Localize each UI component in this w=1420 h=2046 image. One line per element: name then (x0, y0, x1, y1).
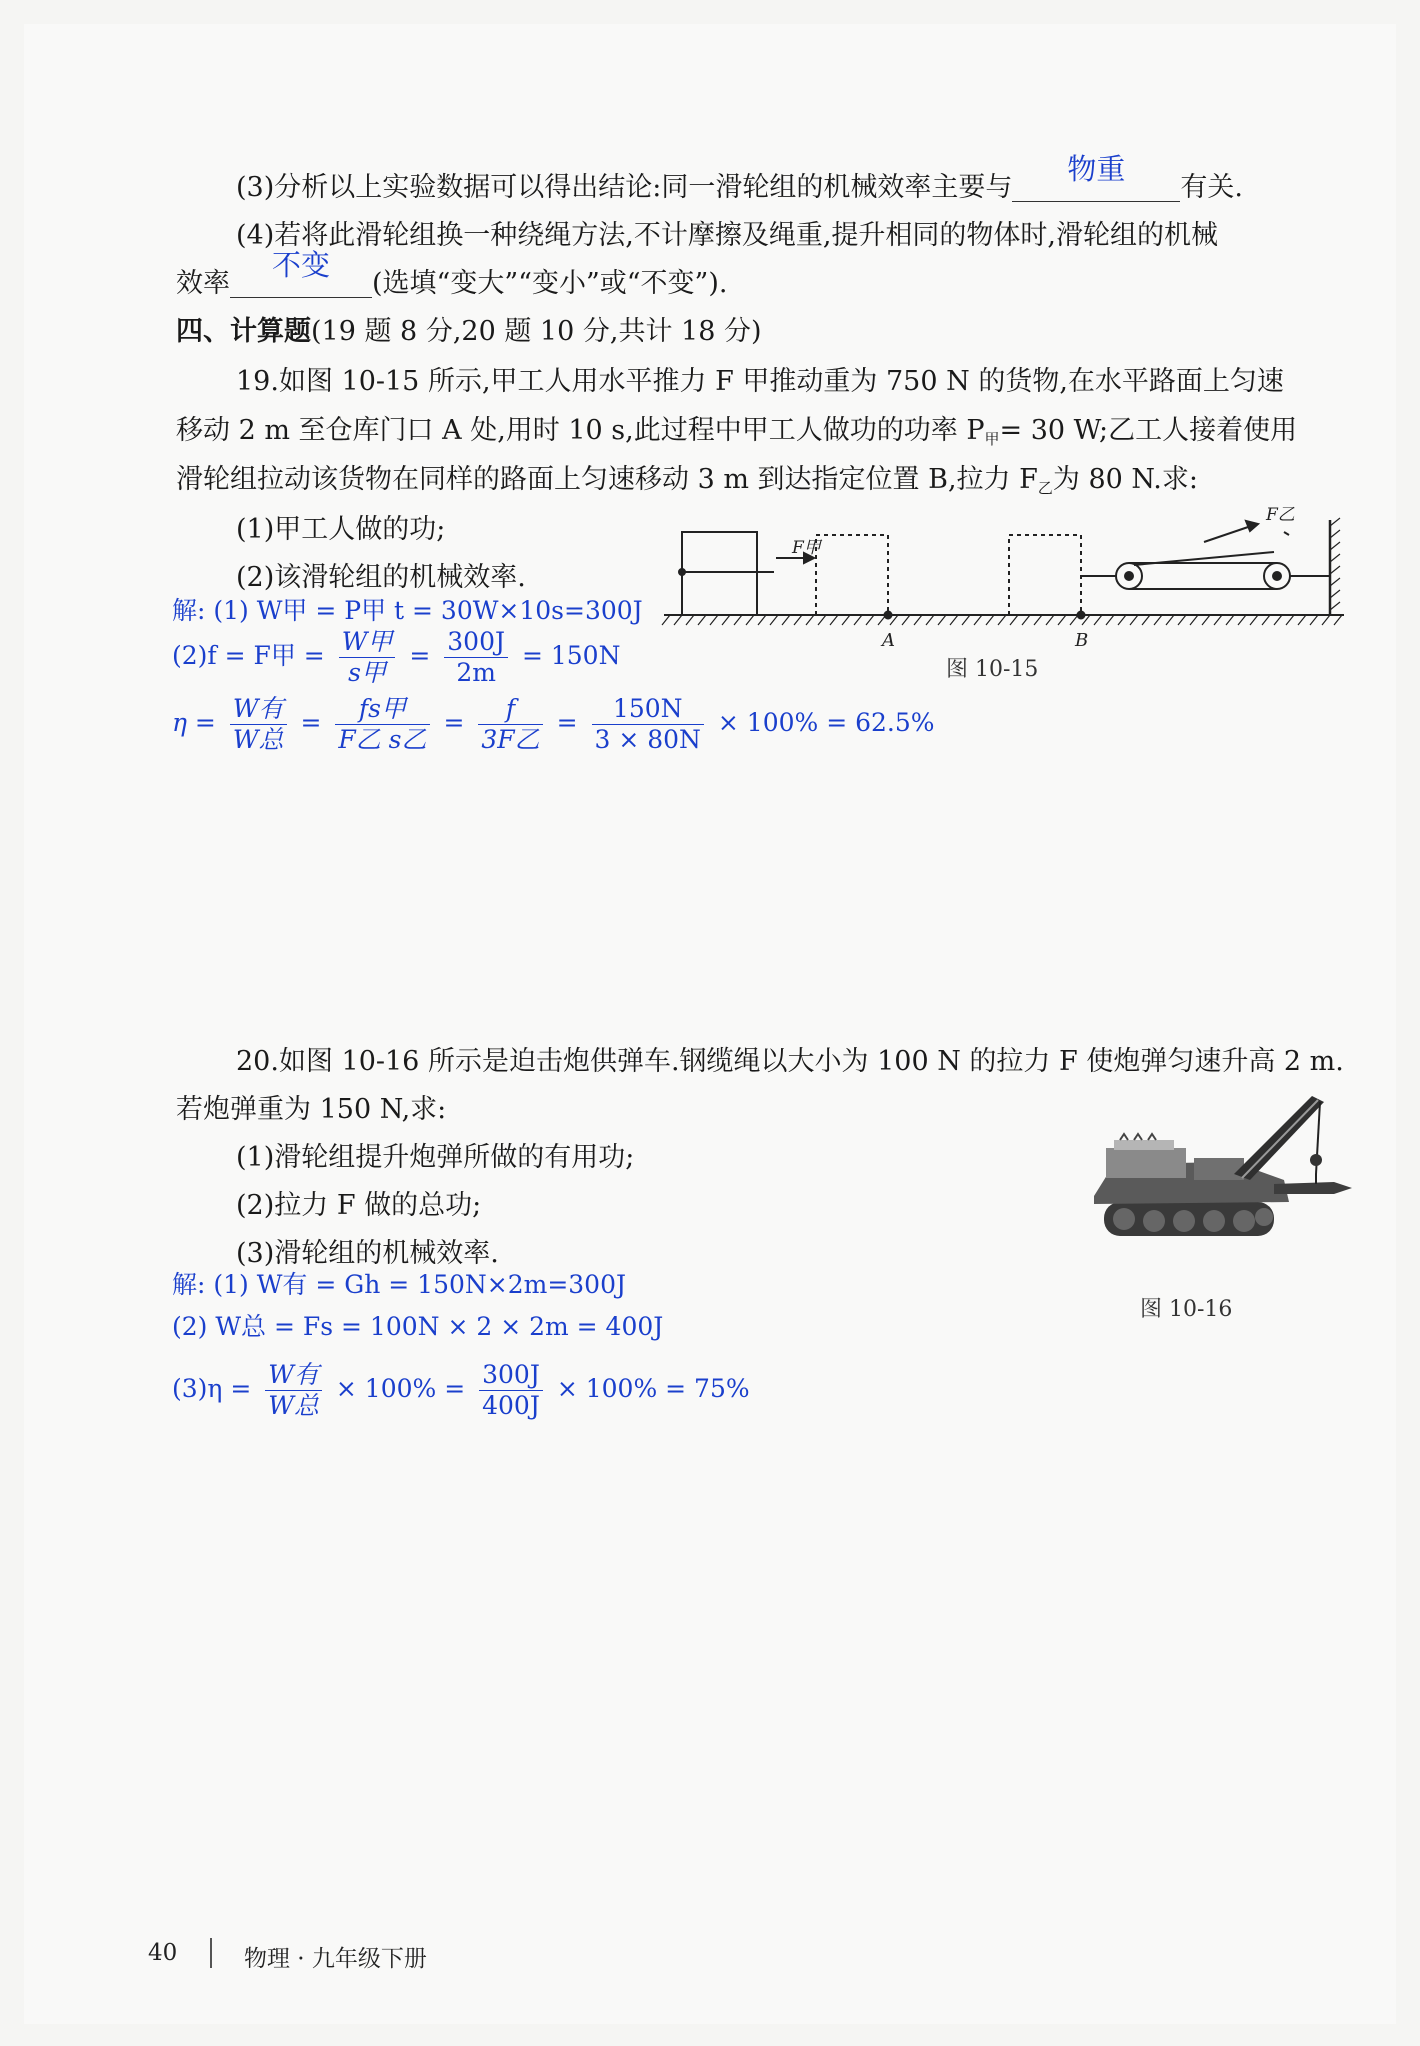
f-yi-arrow (1204, 525, 1254, 542)
book-title: 物理 · 九年级下册 (244, 1946, 427, 1972)
p20-line2: 若炮弹重为 150 N,求: (176, 1094, 447, 1125)
p20-eff-den: W总 (268, 1391, 319, 1420)
figure-10-15 (664, 502, 1364, 652)
p20-final-result: × 100% = 75% (556, 1374, 750, 1403)
p20-ask3: (3)滑轮组的机械效率. (236, 1238, 499, 1269)
p20-mid: × 100% = (335, 1374, 466, 1403)
q4-answer-blank (230, 248, 372, 298)
p19-frac-w-over-s (339, 627, 396, 688)
section-title: 四、计算题 (176, 316, 311, 347)
p20-solution-step1: 解: (1) W有 = Gh = 150N×2m=300J (172, 1270, 627, 1299)
q3-answer-blank (1012, 152, 1180, 202)
label-a: A (882, 630, 895, 651)
p20-num-300: 300J (479, 1360, 543, 1391)
cargo-at-a-box (816, 535, 888, 615)
q3-handwritten-answer: 物重 (1067, 152, 1126, 186)
p19-line3-sub: 乙 (1037, 479, 1053, 497)
p19-frac1-den: s甲 (348, 658, 386, 687)
q3-text-after: 有关. (1180, 172, 1243, 203)
p19-eff-num: W有 (230, 694, 287, 725)
q4-handwritten-answer: 不变 (271, 248, 330, 282)
figure-10-16 (1084, 1084, 1354, 1274)
q4-line1: (4)若将此滑轮组换一种绕绳方法,不计摩擦及绳重,提升相同的物体时,滑轮组的机械 (236, 220, 1218, 251)
p19-frac-150-over-240 (592, 694, 704, 755)
p19-line2 (176, 413, 1297, 457)
p19-solution-step2 (172, 627, 620, 688)
figure-10-15-caption: 图 10-15 (946, 657, 1039, 682)
footer-divider (210, 1938, 212, 1968)
p19-line3-b: 为 80 N.求: (1052, 464, 1198, 495)
p20-s3-lead: (3)η = (172, 1374, 252, 1403)
textbook-page (24, 24, 1396, 2024)
p19-ask1: (1)甲工人做的功; (236, 514, 446, 545)
p20-frac-efficiency (265, 1360, 322, 1421)
p20-frac-300-over-400 (479, 1360, 543, 1421)
q3-text-before: (3)分析以上实验数据可以得出结论:同一滑轮组的机械效率主要与 (236, 172, 1013, 203)
p20-line1: 20.如图 10-16 所示是迫击炮供弹车.钢缆绳以大小为 100 N 的拉力 F 使炮弹匀速升高 2 m. (236, 1046, 1344, 1077)
q4-after: (选填“变大”“变小”或“不变”). (372, 268, 728, 299)
p19-frac-fs-over-Fs (335, 694, 429, 755)
section-heading (176, 314, 762, 350)
p20-ask1: (1)滑轮组提升炮弹所做的有用功; (236, 1142, 635, 1173)
section-note: (19 题 8 分,20 题 10 分,共计 18 分) (311, 316, 762, 347)
p19-s2-eq: = (409, 641, 431, 670)
label-b: B (1075, 630, 1089, 651)
p19-f-num: f (478, 694, 542, 725)
p19-s2-result: = 150N (521, 641, 621, 670)
p19-den-240: 3 × 80N (594, 725, 701, 754)
p19-eta: η = (172, 708, 216, 737)
ammo-vehicle-illustration (1094, 1096, 1352, 1236)
p19-frac2-den: 2m (456, 658, 496, 687)
p19-f-den: 3F乙 (481, 725, 540, 754)
p19-num-150: 150N (592, 694, 704, 725)
p19-frac-300-over-2 (444, 627, 508, 688)
p19-frac-f-over-3F (478, 694, 542, 755)
p20-ask2: (2)拉力 F 做的总功; (236, 1190, 482, 1221)
p19-ask2: (2)该滑轮组的机械效率. (236, 562, 526, 593)
cargo-start-box (682, 532, 757, 615)
p19-frac-efficiency (230, 694, 287, 755)
p19-fs-den: F乙 s乙 (338, 725, 427, 754)
p19-fs-num: fs甲 (335, 694, 429, 725)
p19-line3-a: 滑轮组拉动该货物在同样的路面上匀速移动 3 m 到达指定位置 B,拉力 F (176, 464, 1038, 495)
q4-line2 (176, 248, 728, 302)
q4-before: 效率 (176, 268, 230, 299)
p19-eff-den: W总 (232, 725, 284, 754)
p19-frac2-num: 300J (444, 627, 508, 658)
p19-line2-a: 移动 2 m 至仓库门口 A 处,用时 10 s,此过程中甲工人做功的功率 P (176, 415, 985, 446)
p19-s2-lead: (2)f = F甲 = (172, 641, 325, 670)
p19-final-result: × 100% = 62.5% (717, 708, 935, 737)
p19-solution-step1: 解: (1) W甲 = P甲 t = 30W×10s=300J (172, 596, 643, 625)
point-a-dot (885, 612, 892, 619)
p19-line2-b: = 30 W;乙工人接着使用 (999, 415, 1298, 446)
p20-den-400: 400J (482, 1391, 540, 1420)
p19-line1: 19.如图 10-15 所示,甲工人用水平推力 F 甲推动重为 750 N 的货物,在水平路面上匀速 (236, 366, 1284, 397)
p19-solution-step3: η = $\frac{\text{W有}}{\text{W总}}$ = $\frac{\text{fs甲}}{\text{F乙 s乙}}$ = $\frac{f}{\text{3F乙}}$ = $\frac{150N}{3 \times 80N}$ × 100% = 62.5% (172, 694, 935, 754)
p19-frac1-num: W甲 (339, 627, 396, 658)
p19-line2-sub: 甲 (984, 430, 1000, 448)
p20-solution-step2: (2) W总 = Fs = 100N × 2 × 2m = 400J (172, 1312, 664, 1341)
page-number: 40 (148, 1940, 178, 1966)
p20-solution-step3 (172, 1360, 750, 1421)
ground-hatching (662, 615, 1342, 625)
cargo-at-b-box (1009, 535, 1081, 615)
label-f-yi: F乙 (1266, 505, 1295, 525)
point-b-dot (1078, 612, 1085, 619)
p20-eff-num: W有 (265, 1360, 322, 1391)
q3-line (236, 152, 1243, 206)
figure-10-16-caption: 图 10-16 (1140, 1297, 1233, 1322)
p19-line3 (176, 462, 1198, 506)
label-f-jia: F甲 (792, 538, 821, 558)
